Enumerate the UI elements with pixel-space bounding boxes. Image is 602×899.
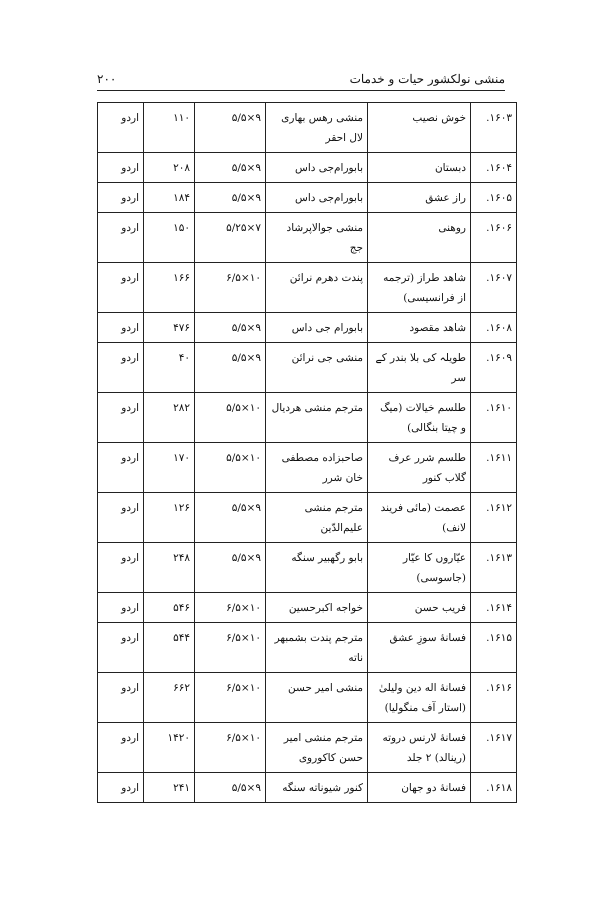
book-title: فسانهٔ سوزِ عشق <box>368 623 471 673</box>
book-title: طلسم شرر عرف گلاب کنور <box>368 443 471 493</box>
book-language: اردو <box>98 183 144 213</box>
entry-number: ۱۶۰۷. <box>471 263 517 313</box>
book-author: بابو رگهبیر سنگه <box>266 543 368 593</box>
page-count: ۱۲۶ <box>144 493 195 543</box>
book-size: ۹×۵/۵ <box>195 153 266 183</box>
catalog-body <box>98 103 517 803</box>
entry-number: ۱۶۱۵. <box>471 623 517 673</box>
page-count: ۱۶۶ <box>144 263 195 313</box>
book-language: اردو <box>98 103 144 153</box>
page-header <box>97 66 505 86</box>
entry-number: ۱۶۱۶. <box>471 673 517 723</box>
entry-number: ۱۶۱۱. <box>471 443 517 493</box>
book-title: شاهد طراز (ترجمه از فرانسیسی) <box>368 263 471 313</box>
book-author: منشی جی نرائن <box>266 343 368 393</box>
table-row <box>98 393 517 443</box>
page-count: ۱۱۰ <box>144 103 195 153</box>
book-size: ۱۰×۶/۵ <box>195 593 266 623</box>
page-count: ۵۴۶ <box>144 593 195 623</box>
page-count: ۶۶۲ <box>144 673 195 723</box>
book-language: اردو <box>98 623 144 673</box>
entry-number: ۱۶۱۸. <box>471 773 517 803</box>
book-title: شاهد مقصود <box>368 313 471 343</box>
book-language: اردو <box>98 213 144 263</box>
table-row <box>98 493 517 543</box>
book-size: ۱۰×۶/۵ <box>195 673 266 723</box>
book-size: ۹×۵/۵ <box>195 183 266 213</box>
book-title: روهنی <box>368 213 471 263</box>
page-count: ۴۰ <box>144 343 195 393</box>
table-row <box>98 773 517 803</box>
book-author: مترجم منشی علیم‌الدّین <box>266 493 368 543</box>
book-language: اردو <box>98 673 144 723</box>
table-row <box>98 443 517 493</box>
book-author: بابورام جی داس <box>266 313 368 343</box>
table-row <box>98 343 517 393</box>
table-row <box>98 623 517 673</box>
book-title: عصمت (مائی فریند لانف) <box>368 493 471 543</box>
book-size: ۱۰×۶/۵ <box>195 723 266 773</box>
book-language: اردو <box>98 263 144 313</box>
table-row <box>98 543 517 593</box>
page-count: ۵۴۴ <box>144 623 195 673</box>
entry-number: ۱۶۱۴. <box>471 593 517 623</box>
entry-number: ۱۶۱۷. <box>471 723 517 773</box>
book-title: فسانهٔ لارنس دروته (رینالد) ۲ جلد <box>368 723 471 773</box>
book-language: اردو <box>98 393 144 443</box>
page-count: ۲۴۸ <box>144 543 195 593</box>
book-author: منشی رهس بهاری لال احقر <box>266 103 368 153</box>
book-title: فریب حسن <box>368 593 471 623</box>
book-title: طویلہ کی بلا بندر کے سر <box>368 343 471 393</box>
page-count: ۱۷۰ <box>144 443 195 493</box>
book-language: اردو <box>98 443 144 493</box>
book-author: مترجم منشی هردیال <box>266 393 368 443</box>
book-author: مترجم منشی امیر حسن کاکوروی <box>266 723 368 773</box>
table-row <box>98 213 517 263</box>
book-language: اردو <box>98 543 144 593</box>
table-row <box>98 673 517 723</box>
book-author: بابورام‌جی داس <box>266 183 368 213</box>
book-author: خواجه اکبرحسین <box>266 593 368 623</box>
table-row <box>98 313 517 343</box>
book-title: طلسم خیالات (میگ و چیتا بنگالی) <box>368 393 471 443</box>
catalog-table <box>97 102 517 803</box>
entry-number: ۱۶۱۳. <box>471 543 517 593</box>
running-title: منشی نولکشور حیات و خدمات <box>349 72 505 86</box>
book-author: مترجم پندت بشمبهر ناته <box>266 623 368 673</box>
table-row <box>98 103 517 153</box>
entry-number: ۱۶۰۳. <box>471 103 517 153</box>
book-author: منشی امیر حسن <box>266 673 368 723</box>
page-count: ۲۴۱ <box>144 773 195 803</box>
book-title: فسانهٔ دو جهان <box>368 773 471 803</box>
page-number: ۲۰۰ <box>97 72 117 86</box>
book-size: ۷×۵/۲۵ <box>195 213 266 263</box>
entry-number: ۱۶۰۴. <box>471 153 517 183</box>
book-title: دبستان <box>368 153 471 183</box>
book-title: عیّاروں کا عیّار (جاسوسی) <box>368 543 471 593</box>
book-author: کنور شیوناته سنگه <box>266 773 368 803</box>
book-title: فسانهٔ اله دین ولیلیٰ (استار آف منگولیا) <box>368 673 471 723</box>
book-size: ۹×۵/۵ <box>195 313 266 343</box>
entry-number: ۱۶۰۹. <box>471 343 517 393</box>
entry-number: ۱۶۰۵. <box>471 183 517 213</box>
book-language: اردو <box>98 493 144 543</box>
table-row <box>98 263 517 313</box>
table-row <box>98 593 517 623</box>
book-size: ۱۰×۶/۵ <box>195 263 266 313</box>
book-size: ۹×۵/۵ <box>195 343 266 393</box>
book-language: اردو <box>98 593 144 623</box>
book-size: ۹×۵/۵ <box>195 773 266 803</box>
book-language: اردو <box>98 723 144 773</box>
entry-number: ۱۶۱۲. <box>471 493 517 543</box>
page-count: ۱۴۲۰ <box>144 723 195 773</box>
book-size: ۹×۵/۵ <box>195 493 266 543</box>
entry-number: ۱۶۰۶. <box>471 213 517 263</box>
book-size: ۱۰×۵/۵ <box>195 393 266 443</box>
entry-number: ۱۶۰۸. <box>471 313 517 343</box>
page-count: ۱۵۰ <box>144 213 195 263</box>
book-author: بابورام‌جی داس <box>266 153 368 183</box>
book-language: اردو <box>98 343 144 393</box>
book-size: ۱۰×۵/۵ <box>195 443 266 493</box>
table-row <box>98 153 517 183</box>
page-count: ۱۸۴ <box>144 183 195 213</box>
header-rule <box>97 90 505 91</box>
table-row <box>98 723 517 773</box>
entry-number: ۱۶۱۰. <box>471 393 517 443</box>
book-title: خوش نصیب <box>368 103 471 153</box>
book-language: اردو <box>98 153 144 183</box>
book-language: اردو <box>98 313 144 343</box>
book-size: ۹×۵/۵ <box>195 103 266 153</box>
book-size: ۱۰×۶/۵ <box>195 623 266 673</box>
page-count: ۲۰۸ <box>144 153 195 183</box>
book-size: ۹×۵/۵ <box>195 543 266 593</box>
table-row <box>98 183 517 213</box>
book-author: منشی جوالاپرشاد جج <box>266 213 368 263</box>
book-title: راز عشق <box>368 183 471 213</box>
page-count: ۴۷۶ <box>144 313 195 343</box>
book-language: اردو <box>98 773 144 803</box>
page-count: ۲۸۲ <box>144 393 195 443</box>
book-author: صاحبزاده مصطفی خان شرر <box>266 443 368 493</box>
book-author: پندت دهرم نرائن <box>266 263 368 313</box>
